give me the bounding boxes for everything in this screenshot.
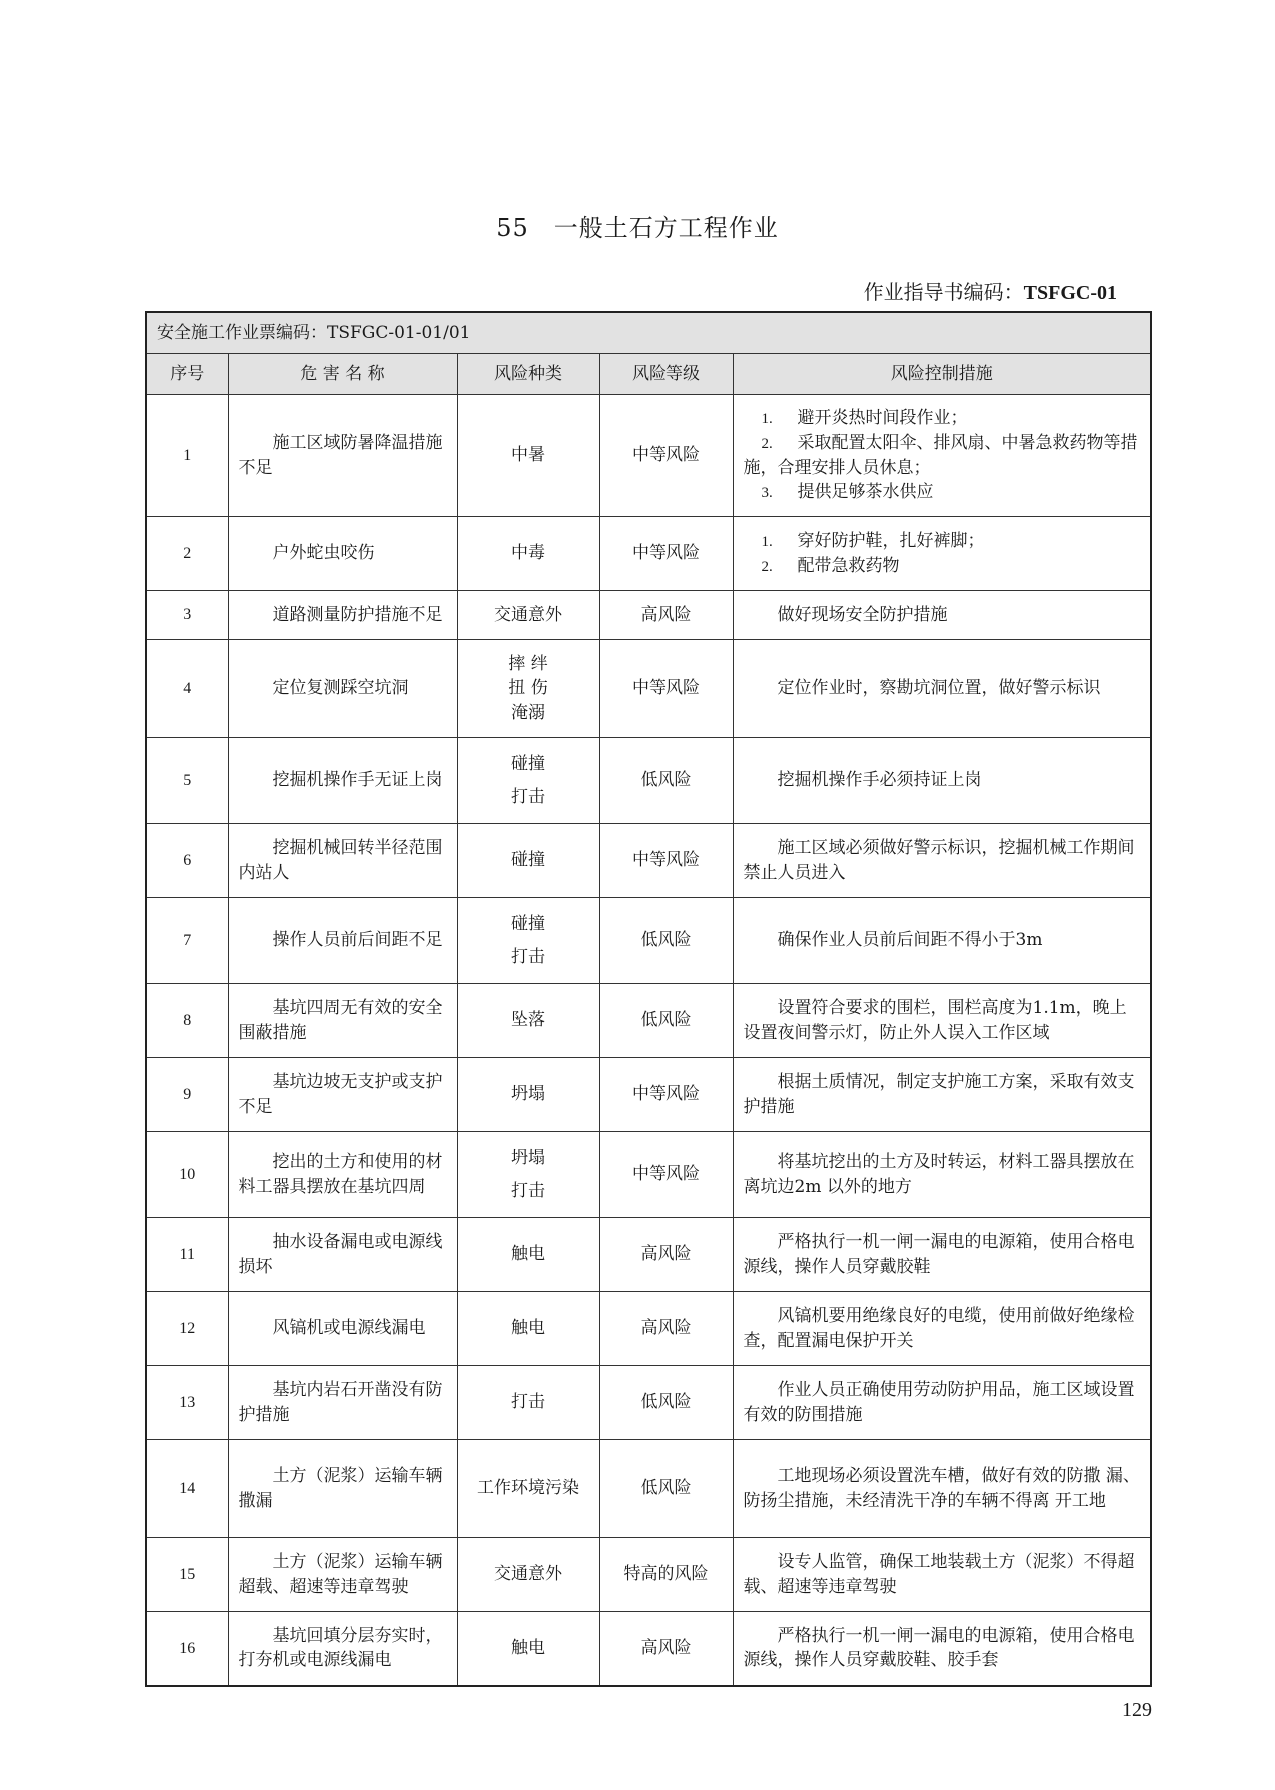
table-row	[146, 1538, 1151, 1612]
hazard-name: 挖掘机操作手无证上岗	[228, 738, 457, 824]
measure-number: 1.	[761, 533, 773, 550]
table-row	[146, 1366, 1151, 1440]
hazard-name: 风镐机或电源线漏电	[228, 1292, 457, 1366]
page-number: 129	[1122, 1699, 1152, 1721]
risk-type-item: 碰撞	[511, 754, 545, 775]
measure-text: 提供足够茶水供应	[797, 482, 934, 503]
header-measure: 风险控制措施	[733, 354, 1151, 395]
control-measure: 定位作业时，察勘坑洞位置，做好警示标识	[733, 640, 1151, 738]
measure-text: 配带急救药物	[797, 555, 900, 576]
risk-type	[457, 591, 599, 640]
header-level: 风险等级	[599, 354, 733, 395]
risk-level: 低风险	[599, 898, 733, 984]
control-measure: 风镐机要用绝缘良好的电缆，使用前做好绝缘检查，配置漏电保护开关	[733, 1292, 1151, 1366]
risk-level: 中等风险	[599, 1132, 733, 1218]
control-measure: 施工区域必须做好警示标识，挖掘机械工作期间禁止人员进入	[733, 824, 1151, 898]
risk-level: 中等风险	[599, 517, 733, 591]
control-measure: 作业人员正确使用劳动防护用品，施工区域设置有效的防围措施	[733, 1366, 1151, 1440]
table-row	[146, 898, 1151, 984]
hazard-name: 定位复测踩空坑洞	[228, 640, 457, 738]
control-measure-item	[744, 406, 1141, 431]
risk-type	[457, 1612, 599, 1686]
hazard-name: 土方（泥浆）运输车辆撒漏	[228, 1440, 457, 1538]
hazard-name: 土方（泥浆）运输车辆超载、超速等违章驾驶	[228, 1538, 457, 1612]
risk-type-item: 打击	[511, 1180, 545, 1201]
hazard-name: 户外蛇虫咬伤	[228, 517, 457, 591]
risk-type-item: 工作环境污染	[477, 1478, 579, 1499]
risk-level: 低风险	[599, 738, 733, 824]
table-row	[146, 640, 1151, 738]
row-number: 16	[146, 1612, 228, 1686]
risk-type	[457, 1218, 599, 1292]
risk-type-item: 摔 绊	[508, 653, 548, 674]
hazard-name: 施工区域防暑降温措施不足	[228, 395, 457, 517]
risk-type-item: 扭 伤	[508, 678, 548, 699]
row-number: 14	[146, 1440, 228, 1538]
risk-level: 高风险	[599, 1218, 733, 1292]
risk-level: 中等风险	[599, 640, 733, 738]
row-number: 7	[146, 898, 228, 984]
risk-level: 中等风险	[599, 824, 733, 898]
control-measure	[733, 395, 1151, 517]
ticket-code-row	[146, 312, 1151, 354]
risk-type	[457, 395, 599, 517]
risk-level: 低风险	[599, 984, 733, 1058]
risk-type-item: 交通意外	[494, 1564, 562, 1585]
row-number: 1	[146, 395, 228, 517]
row-number: 2	[146, 517, 228, 591]
risk-type-item: 碰撞	[511, 914, 545, 935]
risk-type-item: 中毒	[511, 543, 545, 564]
control-measure-list	[744, 529, 1141, 579]
risk-type-item: 触电	[511, 1244, 545, 1265]
control-measure: 确保作业人员前后间距不得小于3m	[733, 898, 1151, 984]
row-number: 9	[146, 1058, 228, 1132]
hazard-name: 道路测量防护措施不足	[228, 591, 457, 640]
row-number: 15	[146, 1538, 228, 1612]
table-row	[146, 1292, 1151, 1366]
measure-text: 避开炎热时间段作业；	[797, 408, 968, 429]
hazard-name: 挖掘机械回转半径范围内站人	[228, 824, 457, 898]
measure-number: 1.	[761, 411, 773, 428]
row-number: 13	[146, 1366, 228, 1440]
risk-type-item: 碰撞	[511, 850, 545, 871]
risk-type-item: 坠落	[511, 1010, 545, 1031]
row-number: 10	[146, 1132, 228, 1218]
risk-type-item: 打击	[511, 946, 545, 967]
risk-type-item: 坍塌	[511, 1084, 545, 1105]
header-hazard: 危 害 名 称	[228, 354, 457, 395]
page-title: 55 一般土石方工程作业	[496, 214, 779, 242]
risk-type	[457, 1538, 599, 1612]
row-number: 8	[146, 984, 228, 1058]
risk-type	[457, 517, 599, 591]
risk-type	[457, 1058, 599, 1132]
risk-type-item: 淹溺	[511, 702, 545, 723]
risk-level: 低风险	[599, 1366, 733, 1440]
risk-type-item: 打击	[511, 786, 545, 807]
row-number: 3	[146, 591, 228, 640]
control-measure-item	[744, 431, 1141, 480]
risk-level: 高风险	[599, 1612, 733, 1686]
control-measure: 严格执行一机一闸一漏电的电源箱，使用合格电源线，操作人员穿戴胶鞋、胶手套	[733, 1612, 1151, 1686]
control-measure: 设专人监管，确保工地装载土方（泥浆）不得超载、超速等违章驾驶	[733, 1538, 1151, 1612]
hazard-name: 操作人员前后间距不足	[228, 898, 457, 984]
risk-type-item: 打击	[511, 1392, 545, 1413]
table-row	[146, 591, 1151, 640]
risk-type-item: 坍塌	[511, 1148, 545, 1169]
instruction-code-label: 作业指导书编码：	[863, 280, 1024, 304]
table-row	[146, 395, 1151, 517]
risk-level: 中等风险	[599, 1058, 733, 1132]
risk-type	[457, 984, 599, 1058]
header-no: 序号	[146, 354, 228, 395]
table-row	[146, 517, 1151, 591]
risk-type	[457, 738, 599, 824]
table-row	[146, 1612, 1151, 1686]
control-measure: 挖掘机操作手必须持证上岗	[733, 738, 1151, 824]
control-measure-list	[744, 406, 1141, 505]
risk-type-item: 触电	[511, 1318, 545, 1339]
control-measure: 做好现场安全防护措施	[733, 591, 1151, 640]
table-row	[146, 738, 1151, 824]
table-header-row	[146, 354, 1151, 395]
measure-number: 3.	[761, 485, 773, 502]
hazard-name: 基坑四周无有效的安全围蔽措施	[228, 984, 457, 1058]
risk-type	[457, 1366, 599, 1440]
risk-type-item: 中暑	[511, 445, 545, 466]
risk-type-item: 触电	[511, 1637, 545, 1658]
table-row	[146, 824, 1151, 898]
risk-level: 中等风险	[599, 395, 733, 517]
hazard-name: 挖出的土方和使用的材料工器具摆放在基坑四周	[228, 1132, 457, 1218]
risk-type	[457, 640, 599, 738]
row-number: 5	[146, 738, 228, 824]
header-type: 风险种类	[457, 354, 599, 395]
hazard-name: 基坑回填分层夯实时，打夯机或电源线漏电	[228, 1612, 457, 1686]
measure-text: 穿好防护鞋，扎好裤脚；	[797, 530, 985, 551]
risk-level: 高风险	[599, 1292, 733, 1366]
risk-type	[457, 1292, 599, 1366]
row-number: 6	[146, 824, 228, 898]
measure-number: 2.	[761, 435, 773, 452]
row-number: 12	[146, 1292, 228, 1366]
control-measure-item	[744, 480, 1141, 505]
risk-type	[457, 1440, 599, 1538]
instruction-code-value: TSFGC-01	[1023, 282, 1117, 304]
measure-text: 采取配置太阳伞、排风扇、中暑急救药物等措施，合理安排人员休息；	[743, 432, 1138, 478]
risk-type	[457, 1132, 599, 1218]
risk-level: 特高的风险	[599, 1538, 733, 1612]
control-measure: 根据土质情况，制定支护施工方案，采取有效支护措施	[733, 1058, 1151, 1132]
row-number: 11	[146, 1218, 228, 1292]
risk-type-item: 交通意外	[494, 604, 562, 625]
table-row	[146, 984, 1151, 1058]
control-measure: 严格执行一机一闸一漏电的电源箱，使用合格电源线，操作人员穿戴胶鞋	[733, 1218, 1151, 1292]
risk-level: 低风险	[599, 1440, 733, 1538]
control-measure: 将基坑挖出的土方及时转运，材料工器具摆放在离坑边2m 以外的地方	[733, 1132, 1151, 1218]
hazard-name: 抽水设备漏电或电源线损坏	[228, 1218, 457, 1292]
table-row	[146, 1218, 1151, 1292]
control-measure: 工地现场必须设置洗车槽，做好有效的防撒 漏、防扬尘措施，未经清洗干净的车辆不得离 开工地	[733, 1440, 1151, 1538]
control-measure: 设置符合要求的围栏，围栏高度为1.1m，晚上 设置夜间警示灯，防止外人误入工作区域	[733, 984, 1151, 1058]
ticket-code: 安全施工作业票编码：TSFGC-01-01/01	[146, 312, 1151, 354]
risk-table	[145, 311, 1152, 1687]
table-row	[146, 1440, 1151, 1538]
control-measure-item	[744, 554, 1141, 579]
risk-level: 高风险	[599, 591, 733, 640]
control-measure	[733, 517, 1151, 591]
hazard-name: 基坑内岩石开凿没有防护措施	[228, 1366, 457, 1440]
hazard-name: 基坑边坡无支护或支护不足	[228, 1058, 457, 1132]
table-row	[146, 1132, 1151, 1218]
instruction-code	[0, 276, 1117, 305]
row-number: 4	[146, 640, 228, 738]
risk-type	[457, 824, 599, 898]
control-measure-item	[744, 529, 1141, 554]
risk-type	[457, 898, 599, 984]
table-row	[146, 1058, 1151, 1132]
measure-number: 2.	[761, 558, 773, 575]
